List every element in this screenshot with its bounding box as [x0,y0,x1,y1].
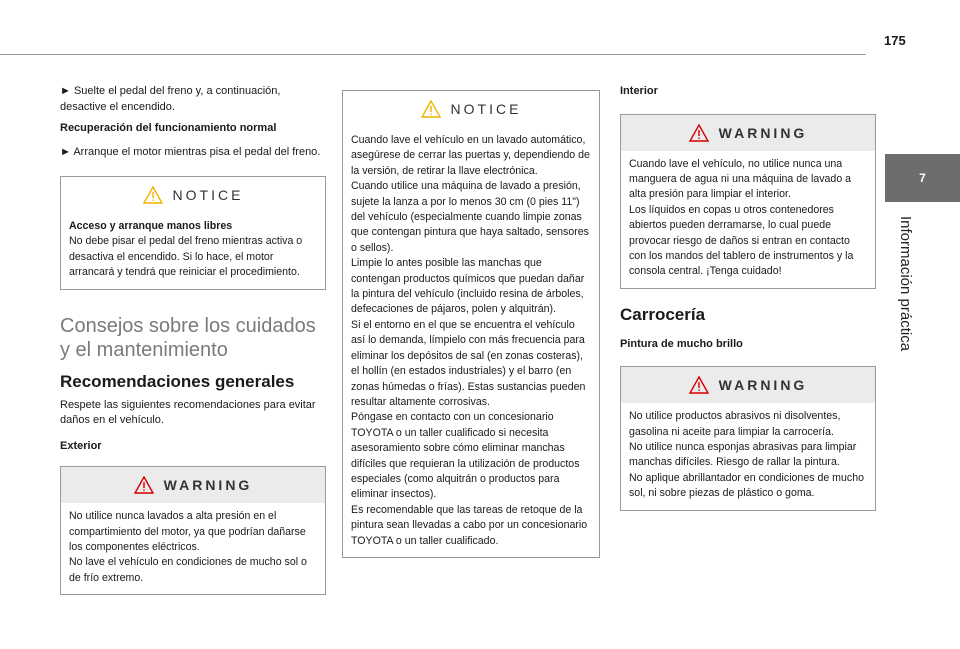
header-rule [0,54,866,55]
warning-text: No lave el vehículo en condiciones de mucho sol o de frío extremo. [69,556,307,584]
section-title: Consejos sobre los cuidados y el mantenimiento [60,314,316,361]
chapter-tab[interactable]: 7 [885,154,960,202]
chapter-title: Información práctica [897,216,914,352]
notice-triangle-icon [421,100,441,118]
notice-triangle-icon [143,186,163,204]
notice-label: NOTICE [450,101,522,117]
warning-box [60,466,326,595]
warning-triangle-icon [689,376,709,394]
notice-label: NOTICE [172,187,244,203]
interior-title: Interior [620,85,658,97]
notice-text: Cuando utilice una máquina de lavado a presión, sujete la lanza a por lo menos 30 cm (0 pies 11") del vehículo (especialmente cuando limpie zonas que contengan pintura que haya saltado, sensores o sellos). [351,180,589,254]
notice-text: Póngase en contacto con un concesionario TOYOTA o un taller cualificado si necesita asesoramiento sobre cómo eliminar manchas difíciles que requieran la utilización de productos especiales (como alquitrán o productos para eliminar insectos). [351,411,580,501]
exterior-title: Exterior [60,439,102,452]
notice-header [343,91,599,127]
warning-header [621,115,875,151]
warning-text: Los líquidos en copas u otros contenedores abiertos pueden derramarse, lo cual puede provocar riesgo de daños si entran en contacto con los mandos del tablero de instrumentos y la consola central. ¡Tenga cuidado! [629,203,854,278]
notice-header [61,177,325,213]
notice-text: Si el entorno en el que se encuentra el vehículo así lo demanda, límpielo con más frecuencia para eliminar los depósitos de sal (en zonas costeras), el hollín (en estados industriales) y el barro (en zonas húmedas o frías). Estas sustancias pueden resultar altamente corrosivas. [351,318,586,408]
recovery-title: Recuperación del funcionamiento normal [60,122,277,134]
warning-text: No utilice nunca lavados a alta presión en el compartimiento del motor, ya que podrían dañarse los componentes eléctricos. [69,510,306,553]
column-middle [342,90,600,568]
column-right [620,84,876,521]
heading-general: Recomendaciones generales [60,371,295,391]
warning-text: No aplique abrillantador en condiciones de mucho sol, ni sobre piezas de plástico o goma. [629,471,864,500]
warning-text: No utilice productos abrasivos ni disolventes, gasolina ni aceite para limpiar la carrocería. [629,410,841,438]
warning-text: No utilice nunca esponjas abrasivas para limpiar manchas difíciles. Riesgo de rallar la pintura. [629,441,857,469]
notice-text: Es recomendable que las tareas de retoque de la pintura sean llevadas a cabo por un concesionario TOYOTA o un taller cualificado. [351,503,588,547]
notice-text: Limpie lo antes posible las manchas que contengan productos químicos que puedan dañar la pintura del vehículo (incluido resina de árboles, defecaciones de pájaros, polen y alquitrán). [351,257,585,316]
notice-text: No debe pisar el pedal del freno mientras activa o desactiva el encendido. Si lo hace, el motor arrancará y tendrá que reiniciar el procedimiento. [69,235,303,279]
warning-box [620,114,876,289]
warning-label: WARNING [718,377,808,394]
warning-label: WARNING [163,477,253,494]
warning-box [620,366,876,510]
warning-text: Cuando lave el vehículo, no utilice nunca una manguera de agua ni una máquina de lavado a alta presión para limpiar el interior. [629,157,852,201]
step-text: ► Arranque el motor mientras pisa el pedal del freno. [60,145,321,158]
warning-triangle-icon [689,124,709,142]
paint-subhead: Pintura de mucho brillo [620,337,743,350]
warning-header [621,367,875,403]
step-text: ► Suelte el pedal del freno y, a continuación, desactive el encendido. [60,85,281,113]
notice-box [342,90,600,558]
notice-title: Acceso y arranque manos libres [69,220,233,232]
warning-triangle-icon [134,476,154,494]
notice-text: Cuando lave el vehículo en un lavado automático, asegúrese de cerrar las puertas y, dependiendo de la versión, de retirar la llave electrónica. [351,134,590,177]
intro-text: Respete las siguientes recomendaciones para evitar daños en el vehículo. [60,398,316,427]
warning-header [61,467,325,503]
notice-box [60,176,326,290]
page-number: 175 [884,33,906,48]
heading-bodywork: Carrocería [620,304,706,324]
warning-label: WARNING [718,124,808,141]
column-left [60,84,326,605]
